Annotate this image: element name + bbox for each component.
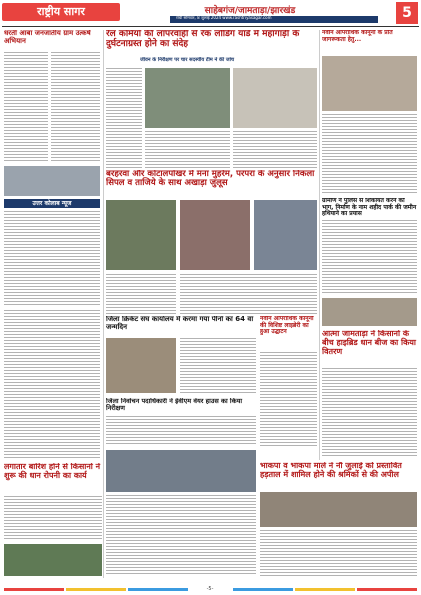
article-text <box>51 52 100 162</box>
section-band: उत्तर कोलाब न्यूज <box>4 199 100 208</box>
article-text <box>4 496 102 541</box>
article-photo <box>106 200 176 270</box>
article-text <box>4 211 100 306</box>
article-photo <box>322 298 417 326</box>
article-text <box>106 68 142 168</box>
article-text <box>106 274 176 314</box>
article-text <box>180 274 317 314</box>
article-text <box>145 131 230 168</box>
article-text <box>106 416 256 446</box>
headline-right-low: भाकपा व भाकपा माले ने नौ जुलाई को प्रस्तावित हड़ताल में शामिल होने की श्रमिकों से की अपील <box>260 462 402 479</box>
article-text <box>260 530 417 576</box>
column-rule <box>103 30 104 578</box>
column-rule <box>319 30 320 460</box>
color-bar <box>295 588 355 591</box>
color-bar <box>4 588 64 591</box>
headline-left-top: धरती आबा जनजातीय ग्राम उत्कर्ष अभियान <box>4 30 91 45</box>
article-text <box>260 352 317 447</box>
date-line: रांची सोमवार, 8 जुलाई 2024 www.rashtriyasagar.com <box>176 15 272 20</box>
article-photo <box>322 56 417 111</box>
headline-left-low: लगातार बारिश होने से किसानों ने शुरू की धान रोपनी का कार्य <box>4 463 101 480</box>
article-photo <box>4 544 102 576</box>
article-photo <box>260 492 417 527</box>
headline-center-low: जिला निर्वाचन पदाधिकारी ने ईवीएम वेयर हाउस का किया निरीक्षण <box>106 398 243 413</box>
headline-right-top: नवीन आपराधिक कानूनों के प्रति जागरूकता हेतु... <box>322 30 393 43</box>
newspaper-logo: राष्ट्रीय सागर <box>2 3 120 21</box>
footer <box>0 585 421 595</box>
color-bar <box>128 588 188 591</box>
subheadline-main-top: जीवन के निरीक्षण पर चार सदस्यीय टीम ने की जांच <box>140 57 235 63</box>
article-photo <box>180 200 250 270</box>
headline-left-mid: जिला क्रिकेट संघ कार्यालय में करमा गया पीनों का 64 वां जन्मदिन <box>106 316 254 331</box>
headline-right-big: आत्मा जामताड़ा ने किसानों के बीच हाइब्रिड धान बीज का किया वितरण <box>322 330 416 356</box>
headline-middle: बरहरवा और कोटालपोखर में मना मुहर्रम, परंपरा के अनुसार निकला सिपल व ताजिये के साथ अखाड़ा जुलूस <box>106 170 315 189</box>
article-photo <box>254 200 317 270</box>
header-rule <box>2 26 419 27</box>
headline-right-mid: ग्रामीण ने पुलिस से शिकायत करने को भाग, निर्माण के नाम शहीद पार्क की जमीन हथियाने का प्रयास <box>322 198 417 218</box>
footer-page-number: -5- <box>206 586 214 592</box>
article-photo <box>4 166 100 196</box>
color-bar <box>66 588 126 591</box>
color-bar <box>233 588 293 591</box>
article-text <box>233 131 317 168</box>
article-text <box>4 310 100 460</box>
article-text <box>322 114 417 194</box>
article-photo <box>145 68 230 128</box>
headline-center-small: नवीन आपराधिक कानूनों की विशिष्ट लाइब्रेरी का हुआ उद्घाटन <box>260 316 314 336</box>
article-photo <box>233 68 317 128</box>
masthead <box>0 0 421 26</box>
article-text <box>322 220 417 295</box>
article-photo <box>106 338 176 393</box>
page-number: 5 <box>396 2 418 24</box>
article-text <box>322 368 417 458</box>
article-text <box>4 52 48 162</box>
article-photo <box>106 450 256 492</box>
color-bar <box>357 588 417 591</box>
section-title: साहेबगंज/जामताड़ा/झारखंड <box>204 6 296 15</box>
article-text <box>180 338 256 393</box>
article-text <box>106 495 256 575</box>
headline-main-top: रेल कर्मियों की लापरवाही से रेक लोडिंग यार्ड में महागाड़ी के दुर्घटनाग्रस्त होने का संदेह <box>106 30 300 49</box>
